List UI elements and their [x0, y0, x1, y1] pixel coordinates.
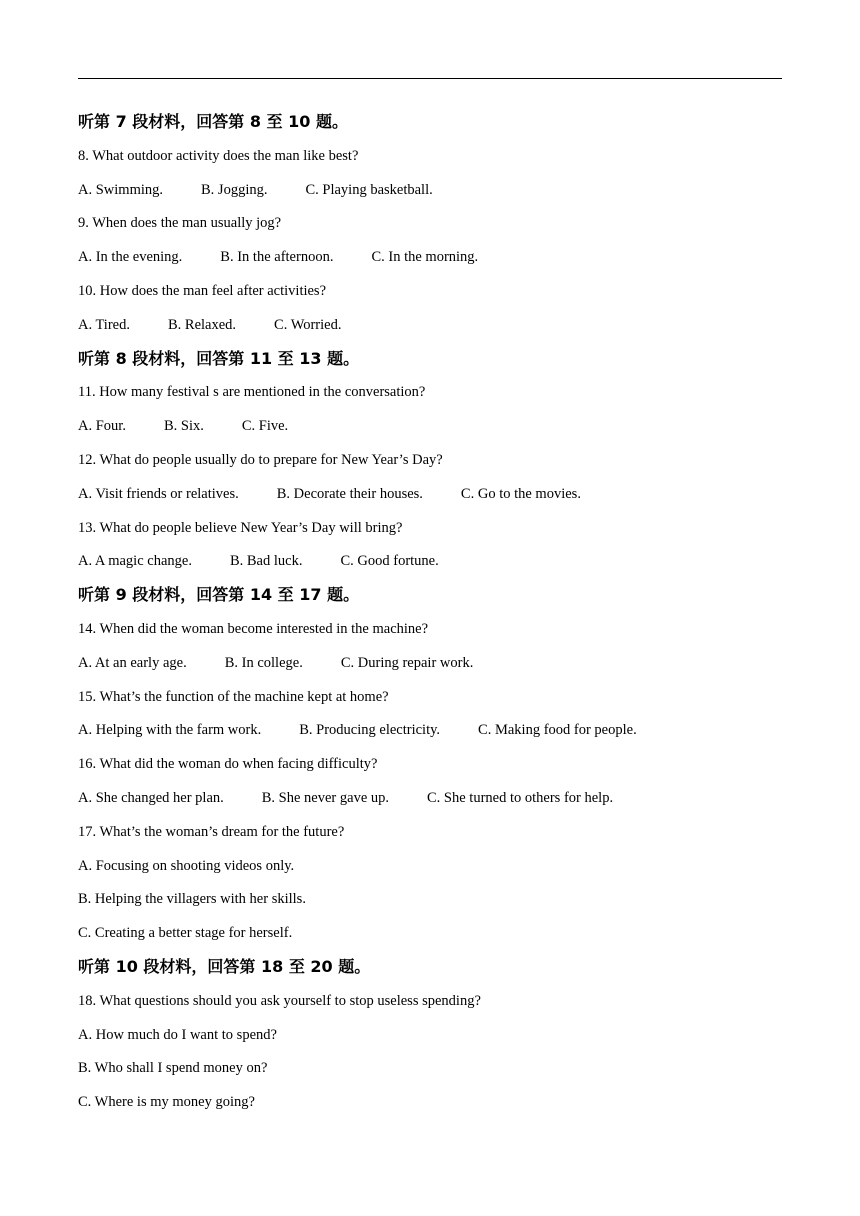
option-c[interactable]: C. During repair work.: [340, 654, 474, 671]
section-heading: 听第 10 段材料，回答第 18 至 20 题。: [78, 956, 371, 976]
question-text: 14. When did the woman become interested in the machine?: [78, 620, 429, 637]
question-text: 18. What questions should you ask yourself to stop useless spending?: [78, 992, 481, 1009]
options-row: [78, 245, 782, 279]
option-b[interactable]: B. She never gave up.: [261, 789, 390, 806]
exam-content: [78, 110, 782, 1124]
question-text: 15. What’s the function of the machine kept at home?: [78, 688, 389, 705]
options-row: [78, 313, 782, 347]
header-rule: [78, 78, 782, 79]
options-row: [78, 786, 782, 820]
option-a[interactable]: A. She changed her plan.: [78, 789, 224, 806]
options-row: [78, 718, 782, 752]
option-a[interactable]: A. A magic change.: [78, 553, 192, 570]
option-c[interactable]: C. Where is my money going?: [78, 1094, 255, 1111]
question-text: 12. What do people usually do to prepare for New Year’s Day?: [78, 451, 443, 468]
option-a[interactable]: A. How much do I want to spend?: [78, 1026, 277, 1043]
question-text: 8. What outdoor activity does the man like best?: [78, 147, 359, 164]
option-b[interactable]: B. Helping the villagers with her skills.: [78, 891, 306, 908]
options-row: [78, 178, 782, 212]
option-b[interactable]: B. In college.: [224, 654, 303, 671]
option-b[interactable]: B. Six.: [163, 418, 204, 435]
option-b[interactable]: B. In the afternoon.: [220, 249, 334, 266]
question-text: 17. What’s the woman’s dream for the future?: [78, 823, 345, 840]
option-c[interactable]: C. Five.: [241, 418, 289, 435]
option-a[interactable]: A. Swimming.: [78, 181, 163, 198]
option-b[interactable]: B. Decorate their houses.: [276, 485, 423, 502]
option-c[interactable]: C. In the morning.: [371, 249, 479, 266]
option-a[interactable]: A. At an early age.: [78, 654, 187, 671]
question-text: 9. When does the man usually jog?: [78, 215, 282, 232]
question-text: 13. What do people believe New Year’s Day will bring?: [78, 519, 403, 536]
option-a[interactable]: A. Tired.: [78, 316, 130, 333]
section-heading: 听第 8 段材料，回答第 11 至 13 题。: [78, 348, 360, 368]
option-a[interactable]: A. Four.: [78, 418, 126, 435]
option-b[interactable]: B. Bad luck.: [229, 553, 303, 570]
option-b[interactable]: B. Jogging.: [201, 181, 268, 198]
option-a[interactable]: A. Helping with the farm work.: [78, 722, 262, 739]
options-row: [78, 651, 782, 685]
option-a[interactable]: A. Visit friends or relatives.: [78, 485, 239, 502]
option-c[interactable]: C. She turned to others for help.: [427, 789, 614, 806]
option-c[interactable]: C. Making food for people.: [478, 722, 637, 739]
options-row: [78, 414, 782, 448]
option-c[interactable]: C. Good fortune.: [340, 553, 439, 570]
option-b[interactable]: B. Who shall I spend money on?: [78, 1060, 268, 1077]
question-text: 16. What did the woman do when facing difficulty?: [78, 756, 378, 773]
question-text: 11. How many festival s are mentioned in the conversation?: [78, 384, 426, 401]
section-heading: 听第 7 段材料，回答第 8 至 10 题。: [78, 112, 348, 131]
option-a[interactable]: A. In the evening.: [78, 249, 183, 266]
options-row: [78, 549, 782, 583]
option-b[interactable]: B. Relaxed.: [167, 316, 237, 333]
option-c[interactable]: C. Creating a better stage for herself.: [78, 925, 293, 942]
options-row: [78, 482, 782, 516]
section-heading: 听第 9 段材料，回答第 14 至 17 题。: [78, 585, 360, 605]
option-a[interactable]: A. Focusing on shooting videos only.: [78, 857, 295, 874]
option-c[interactable]: C. Worried.: [274, 316, 342, 333]
option-c[interactable]: C. Go to the movies.: [460, 485, 581, 502]
option-b[interactable]: B. Producing electricity.: [299, 722, 441, 739]
question-text: 10. How does the man feel after activities?: [78, 282, 327, 299]
option-c[interactable]: C. Playing basketball.: [305, 181, 433, 198]
